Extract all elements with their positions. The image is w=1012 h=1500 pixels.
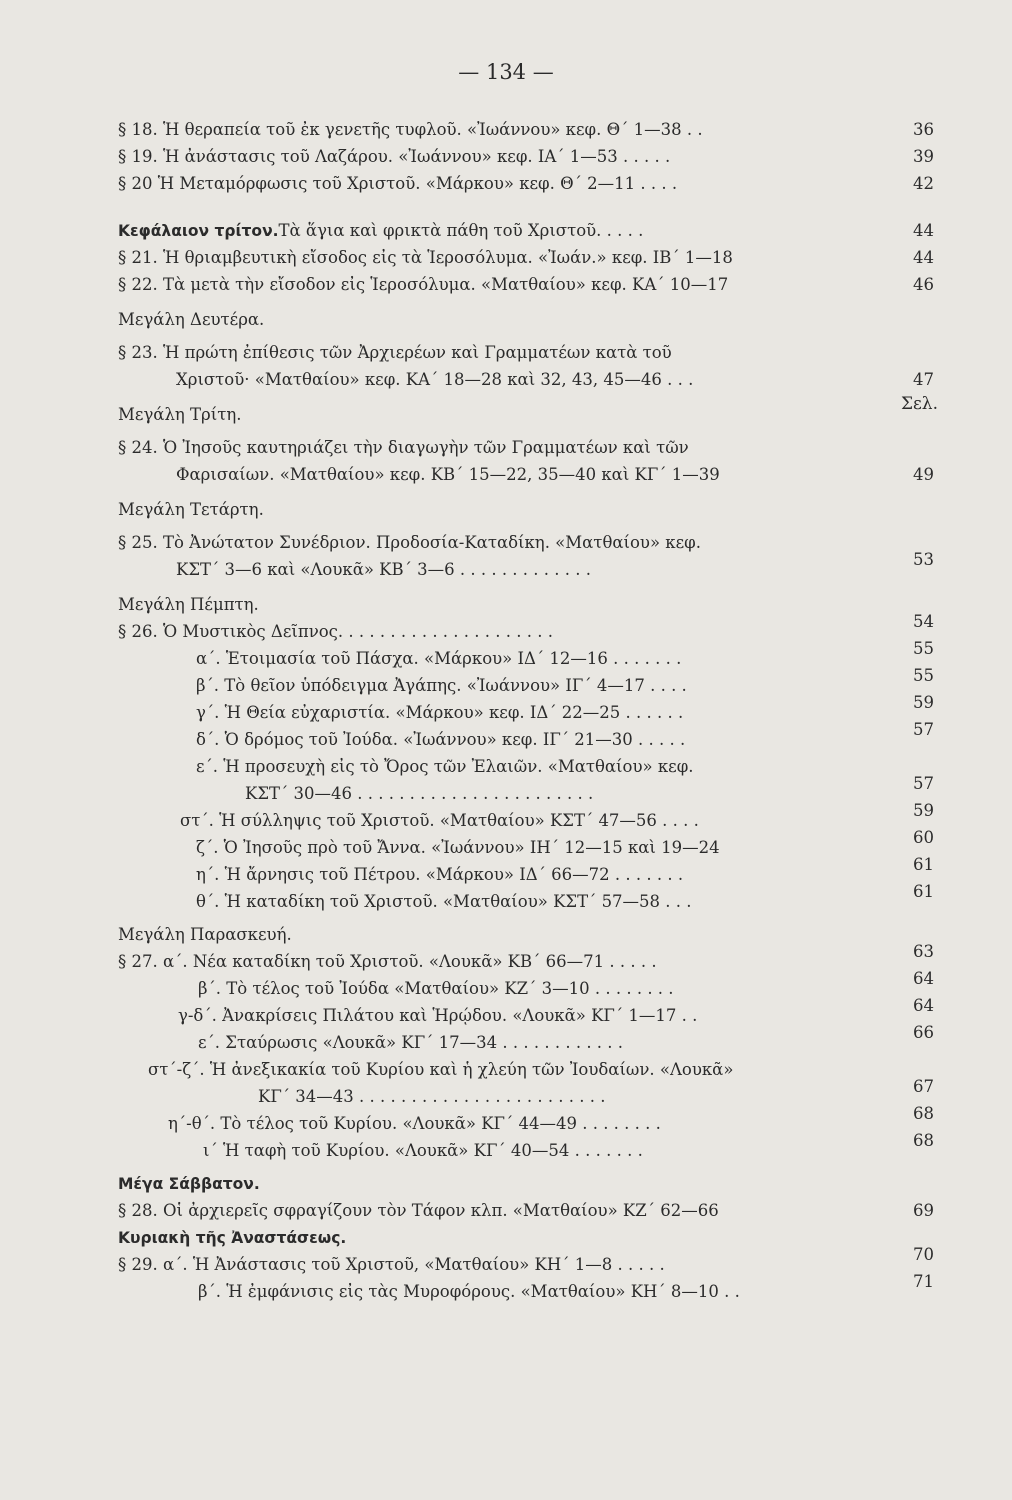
toc-entry: β΄. Τὸ θεῖον ὑπόδειγμα Ἀγάπης. «Ἰωάννου» ΙΓ΄ 4—17 . . . . 55 [196, 666, 934, 695]
toc-entry: Φαρισαίων. «Ματθαίου» κεφ. ΚΒ΄ 15—22, 35—40 καὶ ΚΓ΄ 1—39 49 [176, 465, 934, 484]
section-heading: Μέγα Σάββατον. [118, 1175, 260, 1193]
section-heading: Κυριακὴ τῆς Ἀναστάσεως. [118, 1229, 347, 1247]
section-heading: Μεγάλη Δευτέρα. [118, 310, 265, 329]
toc-entry: § 25. Τὸ Ἀνώτατον Συνέδριον. Προδοσία-Καταδίκη. «Ματθαίου» κεφ. [118, 533, 701, 552]
toc-entry: γ-δ΄. Ἀνακρίσεις Πιλάτου καὶ Ἡρῴδου. «Λουκᾶ» ΚΓ΄ 1—17 . . 64 [178, 996, 934, 1025]
toc-entry: η΄. Ἡ ἄρνησις τοῦ Πέτρου. «Μάρκου» ΙΔ΄ 66—72 . . . . . . . 61 [196, 855, 934, 884]
toc-entry: γ΄. Ἡ Θεία εὐχαριστία. «Μάρκου» κεφ. ΙΔ΄ 22—25 . . . . . . 59 [196, 693, 934, 722]
section-heading: Μεγάλη Τετάρτη. [118, 500, 264, 519]
toc-entry: § 28. Οἱ ἀρχιερεῖς σφραγίζουν τὸν Τάφον κλπ. «Ματθαίου» ΚΖ΄ 62—66 69 [118, 1201, 934, 1220]
toc-entry: ΚΣΤ΄ 3—6 καὶ «Λουκᾶ» ΚΒ΄ 3—6 . . . . . . . . . . . . . 53 [176, 550, 934, 579]
toc-entry: § 26. Ὁ Μυστικὸς Δεῖπνος. . . . . . . . . . . . . . . . . . . . . 54 [118, 612, 934, 641]
toc-entry: § 18. Ἡ θεραπεία τοῦ ἐκ γενετῆς τυφλοῦ. «Ἰωάννου» κεφ. Θ΄ 1—38 . . 36 [118, 120, 934, 139]
toc-entry: δ΄. Ὁ δρόμος τοῦ Ἰούδα. «Ἰωάννου» κεφ. ΙΓ΄ 21—30 . . . . . 57 [196, 720, 934, 749]
toc-entry: ι΄ Ἡ ταφὴ τοῦ Κυρίου. «Λουκᾶ» ΚΓ΄ 40—54 . . . . . . . 68 [203, 1131, 934, 1160]
toc-entry: ε΄. Ἡ προσευχὴ εἰς τὸ Ὄρος τῶν Ἐλαιῶν. «Ματθαίου» κεφ. [196, 757, 694, 776]
toc-entry: Χριστοῦ· «Ματθαίου» κεφ. ΚΑ΄ 18—28 καὶ 32, 43, 45—46 . . . 47 [176, 370, 934, 389]
toc-entry: ΚΣΤ΄ 30—46 . . . . . . . . . . . . . . . . . . . . . . . 57 [245, 774, 934, 803]
toc-entry: § 24. Ὁ Ἰησοῦς καυτηριάζει τὴν διαγωγὴν τῶν Γραμματέων καὶ τῶν [118, 438, 689, 457]
section-heading: Μεγάλη Πέμπτη. [118, 595, 259, 614]
toc-entry: α΄. Ἑτοιμασία τοῦ Πάσχα. «Μάρκου» ΙΔ΄ 12—16 . . . . . . . 55 [196, 639, 934, 668]
toc-entry: § 23. Ἡ πρώτη ἐπίθεσις τῶν Ἀρχιερέων καὶ Γραμματέων κατὰ τοῦ [118, 343, 672, 362]
toc-entry: στ΄-ζ΄. Ἡ ἀνεξικακία τοῦ Κυρίου καὶ ἡ χλεύη τῶν Ἰουδαίων. «Λουκᾶ» [148, 1060, 734, 1079]
toc-entry: § 27. α΄. Νέα καταδίκη τοῦ Χριστοῦ. «Λουκᾶ» ΚΒ΄ 66—71 . . . . . 63 [118, 942, 934, 971]
toc-entry: η΄-θ΄. Τὸ τέλος τοῦ Κυρίου. «Λουκᾶ» ΚΓ΄ 44—49 . . . . . . . . 68 [168, 1104, 934, 1133]
page-number: — 134 — [458, 60, 554, 84]
toc-entry: § 19. Ἡ ἀνάστασις τοῦ Λαζάρου. «Ἰωάννου» κεφ. ΙΑ΄ 1—53 . . . . . 39 [118, 147, 934, 166]
toc-entry: ΚΓ΄ 34—43 . . . . . . . . . . . . . . . . . . . . . . . . 67 [258, 1077, 934, 1106]
toc-entry: § 29. α΄. Ἡ Ἀνάστασις τοῦ Χριστοῦ, «Ματθαίου» ΚΗ΄ 1—8 . . . . . 70 [118, 1245, 934, 1274]
toc-entry: β΄. Τὸ τέλος τοῦ Ἰούδα «Ματθαίου» ΚΖ΄ 3—10 . . . . . . . . 64 [198, 969, 934, 998]
toc-entry: § 22. Τὰ μετὰ τὴν εἴσοδον εἰς Ἱεροσόλυμα. «Ματθαίου» κεφ. ΚΑ΄ 10—17 46 [118, 275, 934, 294]
toc-entry: § 21. Ἡ θριαμβευτικὴ εἴσοδος εἰς τὰ Ἱεροσόλυμα. «Ἰωάν.» κεφ. ΙΒ΄ 1—18 44 [118, 248, 934, 267]
toc-entry: στ΄. Ἡ σύλληψις τοῦ Χριστοῦ. «Ματθαίου» ΚΣΤ΄ 47—56 . . . . 59 [180, 801, 934, 830]
chapter-heading: Κεφάλαιον τρίτον.Τὰ ἅγια καὶ φρικτὰ πάθη τοῦ Χριστοῦ. . . . . 44 [118, 221, 934, 240]
section-heading: Μεγάλη Τρίτη. Σελ. [118, 394, 938, 424]
toc-entry: ζ΄. Ὁ Ἰησοῦς πρὸ τοῦ Ἄννα. «Ἰωάννου» ΙΗ΄ 12—15 καὶ 19—24 60 [196, 828, 934, 857]
table-of-contents [118, 116, 938, 1305]
toc-entry: ε΄. Σταύρωσις «Λουκᾶ» ΚΓ΄ 17—34 . . . . . . . . . . . . 66 [198, 1023, 934, 1052]
toc-entry: § 20 Ἡ Μεταμόρφωσις τοῦ Χριστοῦ. «Μάρκου» κεφ. Θ΄ 2—11 . . . . 42 [118, 174, 934, 193]
toc-entry: θ΄. Ἡ καταδίκη τοῦ Χριστοῦ. «Ματθαίου» ΚΣΤ΄ 57—58 . . . 61 [196, 882, 934, 911]
toc-entry: β΄. Ἡ ἐμφάνισις εἰς τὰς Μυροφόρους. «Ματθαίου» ΚΗ΄ 8—10 . . 71 [198, 1272, 934, 1301]
section-heading: Μεγάλη Παρασκευή. [118, 925, 292, 944]
